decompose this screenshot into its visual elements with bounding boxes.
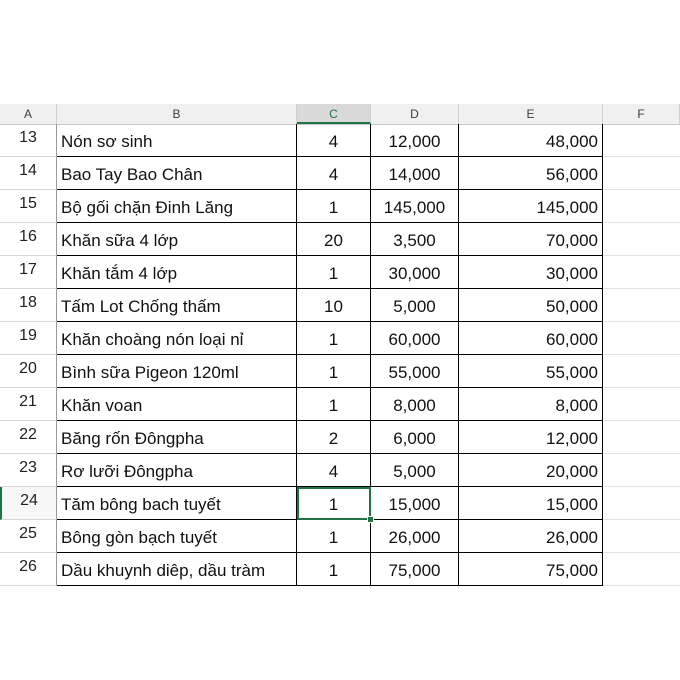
cell-unit-price[interactable]: 55,000: [371, 355, 459, 388]
cell-unit-price[interactable]: 6,000: [371, 421, 459, 454]
cell-empty-f[interactable]: [603, 520, 680, 553]
cell-quantity[interactable]: 20: [297, 223, 371, 256]
row-number[interactable]: 22: [0, 421, 57, 454]
cell-total[interactable]: 26,000: [459, 520, 603, 553]
table-row: [0, 421, 680, 454]
cell-unit-price[interactable]: 145,000: [371, 190, 459, 223]
cell-item-name[interactable]: Bình sữa Pigeon 120ml: [57, 355, 297, 388]
table-row: [0, 487, 680, 520]
cell-empty-f[interactable]: [603, 487, 680, 520]
cell-unit-price[interactable]: 5,000: [371, 454, 459, 487]
cell-quantity[interactable]: 1: [297, 388, 371, 421]
cell-empty-f[interactable]: [603, 157, 680, 190]
column-header-f[interactable]: F: [603, 104, 680, 124]
cell-quantity[interactable]: 1: [297, 553, 371, 586]
column-header-bar: [0, 104, 680, 125]
cell-empty-f[interactable]: [603, 190, 680, 223]
cell-item-name[interactable]: Tăm bông bach tuyết: [57, 487, 297, 520]
cell-quantity[interactable]: 1: [297, 355, 371, 388]
cell-unit-price[interactable]: 75,000: [371, 553, 459, 586]
cell-item-name[interactable]: Bộ gối chặn Đinh Lăng: [57, 190, 297, 223]
table-row: [0, 289, 680, 322]
cell-unit-price[interactable]: 14,000: [371, 157, 459, 190]
cell-total[interactable]: 30,000: [459, 256, 603, 289]
cell-item-name[interactable]: Bao Tay Bao Chân: [57, 157, 297, 190]
cell-empty-f[interactable]: [603, 355, 680, 388]
cell-total[interactable]: 60,000: [459, 322, 603, 355]
cell-total[interactable]: 70,000: [459, 223, 603, 256]
cell-quantity[interactable]: 4: [297, 157, 371, 190]
table-row: [0, 157, 680, 190]
cell-unit-price[interactable]: 5,000: [371, 289, 459, 322]
cell-unit-price[interactable]: 15,000: [371, 487, 459, 520]
table-row: [0, 223, 680, 256]
row-number[interactable]: 16: [0, 223, 57, 256]
table-row: [0, 520, 680, 553]
row-number[interactable]: 25: [0, 520, 57, 553]
cell-item-name[interactable]: Khăn sữa 4 lớp: [57, 223, 297, 256]
cell-empty-f[interactable]: [603, 388, 680, 421]
cell-item-name[interactable]: Khăn voan: [57, 388, 297, 421]
row-number[interactable]: 13: [0, 124, 57, 157]
cell-quantity[interactable]: 10: [297, 289, 371, 322]
cell-quantity[interactable]: 1: [297, 190, 371, 223]
cell-empty-f[interactable]: [603, 223, 680, 256]
table-row: [0, 454, 680, 487]
cell-total[interactable]: 55,000: [459, 355, 603, 388]
cell-unit-price[interactable]: 12,000: [371, 124, 459, 157]
cell-total[interactable]: 75,000: [459, 553, 603, 586]
row-number[interactable]: 19: [0, 322, 57, 355]
cell-quantity[interactable]: 4: [297, 454, 371, 487]
cell-item-name[interactable]: Khăn tắm 4 lớp: [57, 256, 297, 289]
column-header-e[interactable]: E: [459, 104, 603, 124]
cell-total[interactable]: 50,000: [459, 289, 603, 322]
cell-empty-f[interactable]: [603, 256, 680, 289]
cell-empty-f[interactable]: [603, 124, 680, 157]
cell-empty-f[interactable]: [603, 289, 680, 322]
cell-total[interactable]: 15,000: [459, 487, 603, 520]
table-row: [0, 256, 680, 289]
cell-item-name[interactable]: Rơ lưỡi Đôngpha: [57, 454, 297, 487]
spreadsheet-grid: [0, 104, 680, 586]
row-number[interactable]: 24: [0, 487, 57, 520]
cell-empty-f[interactable]: [603, 421, 680, 454]
table-row: [0, 388, 680, 421]
cell-item-name[interactable]: Nón sơ sinh: [57, 124, 297, 157]
cell-unit-price[interactable]: 8,000: [371, 388, 459, 421]
row-number[interactable]: 21: [0, 388, 57, 421]
cell-total[interactable]: 12,000: [459, 421, 603, 454]
table-row: [0, 190, 680, 223]
column-header-a[interactable]: A: [0, 104, 57, 124]
row-number[interactable]: 15: [0, 190, 57, 223]
row-number[interactable]: 14: [0, 157, 57, 190]
cell-total[interactable]: 56,000: [459, 157, 603, 190]
column-header-c[interactable]: C: [297, 104, 371, 124]
cell-unit-price[interactable]: 26,000: [371, 520, 459, 553]
table-row: [0, 124, 680, 157]
cell-unit-price[interactable]: 3,500: [371, 223, 459, 256]
cell-total[interactable]: 48,000: [459, 124, 603, 157]
row-number[interactable]: 20: [0, 355, 57, 388]
column-header-b[interactable]: B: [57, 104, 297, 124]
row-number[interactable]: 17: [0, 256, 57, 289]
cell-total[interactable]: 8,000: [459, 388, 603, 421]
cell-quantity[interactable]: 1: [297, 487, 371, 520]
cell-quantity[interactable]: 1: [297, 520, 371, 553]
cell-empty-f[interactable]: [603, 454, 680, 487]
row-number[interactable]: 26: [0, 553, 57, 586]
cell-quantity[interactable]: 1: [297, 322, 371, 355]
cell-total[interactable]: 145,000: [459, 190, 603, 223]
table-row: [0, 322, 680, 355]
cell-unit-price[interactable]: 30,000: [371, 256, 459, 289]
table-row: [0, 355, 680, 388]
cell-item-name[interactable]: Khăn choàng nón loại nỉ: [57, 322, 297, 355]
cell-empty-f[interactable]: [603, 553, 680, 586]
cell-item-name[interactable]: Dầu khuynh diêp, dầu tràm: [57, 553, 297, 586]
row-number[interactable]: 18: [0, 289, 57, 322]
cell-quantity[interactable]: 2: [297, 421, 371, 454]
cell-item-name[interactable]: Băng rốn Đôngpha: [57, 421, 297, 454]
cell-unit-price[interactable]: 60,000: [371, 322, 459, 355]
cell-item-name[interactable]: Bông gòn bạch tuyết: [57, 520, 297, 553]
cell-empty-f[interactable]: [603, 322, 680, 355]
column-header-d[interactable]: D: [371, 104, 459, 124]
cell-item-name[interactable]: Tấm Lot Chống thấm: [57, 289, 297, 322]
cell-quantity[interactable]: 1: [297, 256, 371, 289]
cell-total[interactable]: 20,000: [459, 454, 603, 487]
table-row: [0, 553, 680, 586]
fill-handle[interactable]: [367, 516, 374, 523]
cell-quantity[interactable]: 4: [297, 124, 371, 157]
row-number[interactable]: 23: [0, 454, 57, 487]
